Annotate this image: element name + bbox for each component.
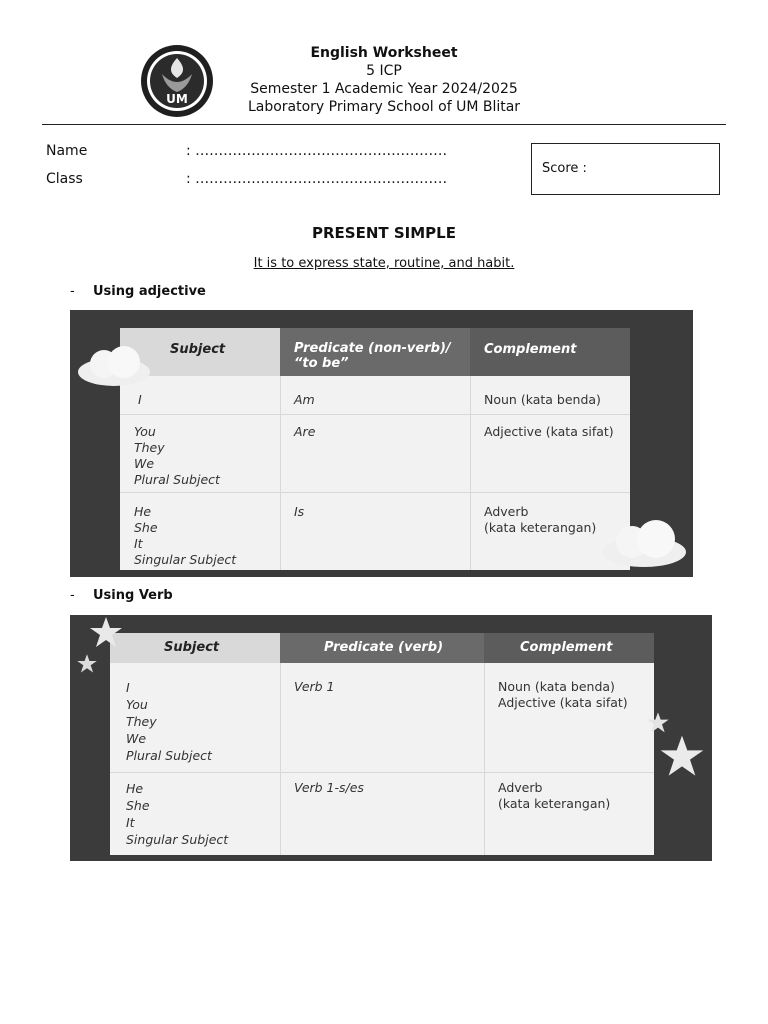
table-cell: Adjective (kata sifat): [484, 424, 614, 439]
verb-table-panel: [70, 615, 712, 861]
bullet-dash: -: [70, 284, 75, 299]
section-heading-adjective: [70, 284, 206, 299]
header-predicate: Predicate (non-verb)/ “to be”: [294, 341, 451, 371]
table-cell: I You They We Plural Subject: [126, 680, 212, 763]
header-subject: Subject: [164, 640, 220, 655]
worksheet-header: [234, 44, 534, 116]
svg-text:UM: UM: [166, 92, 188, 106]
table-cell: Noun (kata benda): [484, 392, 601, 407]
school-name: Laboratory Primary School of UM Blitar: [247, 99, 521, 115]
header-complement: Complement: [484, 342, 577, 357]
section-heading-text: Using adjective: [93, 284, 206, 299]
table-cell: Adverb (kata keterangan): [484, 504, 597, 535]
star-icon: [646, 711, 670, 735]
table-cell: You They We Plural Subject: [134, 424, 220, 487]
score-box[interactable]: [531, 143, 720, 195]
table-cell: I: [138, 392, 142, 407]
cloud-icon: [74, 340, 154, 390]
table-cell: Verb 1: [294, 679, 335, 694]
table-cell: Noun (kata benda) Adjective (kata sifat): [498, 679, 628, 710]
page-subtitle: It is to express state, routine, and habit.: [253, 256, 515, 271]
section-heading-text: Using Verb: [93, 588, 173, 603]
header-complement: Complement: [520, 640, 613, 655]
table-cell: Adverb (kata keterangan): [498, 780, 611, 811]
score-label: Score :: [542, 161, 587, 176]
table-cell: Are: [294, 424, 316, 439]
semester-line: Semester 1 Academic Year 2024/2025: [250, 81, 518, 97]
class-label: Class: [46, 171, 83, 187]
table-cell: He She It Singular Subject: [134, 504, 237, 567]
adjective-table: [120, 328, 630, 570]
bullet-dash: -: [70, 588, 75, 603]
school-logo: [140, 44, 214, 118]
header-divider: [42, 124, 726, 125]
star-icon: [88, 615, 124, 651]
name-field[interactable]: : ………………………………………………: [186, 143, 448, 159]
table-cell: He She It Singular Subject: [126, 781, 229, 847]
verb-table: [110, 633, 654, 855]
table-cell: Is: [294, 504, 305, 519]
section-heading-verb: [70, 588, 173, 603]
header-subject: Subject: [170, 342, 226, 357]
header-predicate: Predicate (verb): [324, 640, 444, 655]
worksheet-title: English Worksheet: [310, 45, 458, 61]
star-icon: [658, 733, 706, 781]
table-cell: Verb 1-s/es: [294, 780, 364, 795]
star-icon: [76, 653, 98, 675]
adjective-table-panel: [70, 310, 693, 577]
class-field[interactable]: : ………………………………………………: [186, 171, 448, 187]
cloud-icon: [598, 512, 690, 572]
page-title: PRESENT SIMPLE: [312, 224, 456, 242]
name-label: Name: [46, 143, 88, 159]
class-name: 5 ICP: [366, 63, 402, 79]
table-cell: Am: [294, 392, 315, 407]
